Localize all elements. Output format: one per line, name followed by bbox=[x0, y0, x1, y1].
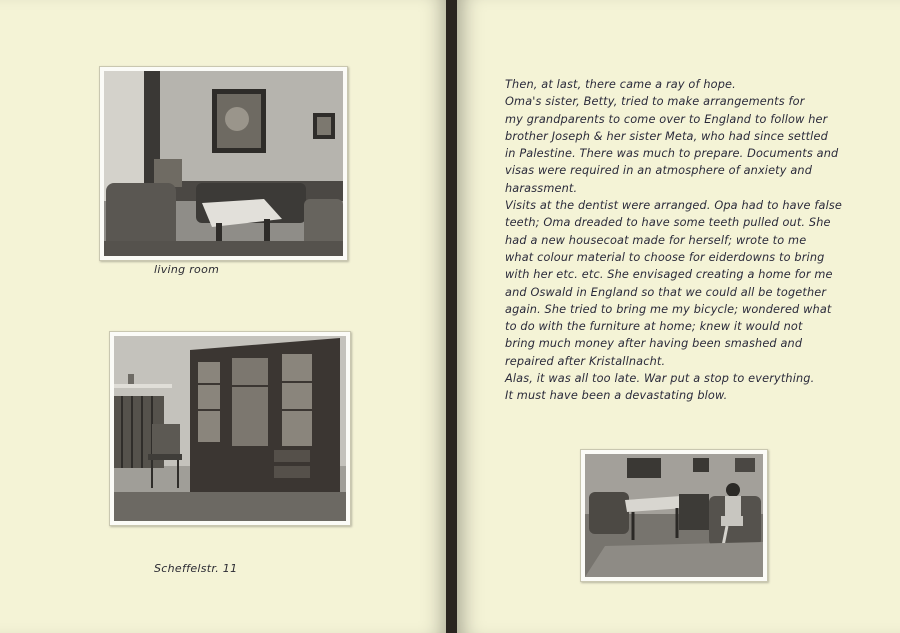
handwritten-note bbox=[505, 76, 870, 405]
living-room-photo bbox=[99, 66, 348, 261]
scheffelstr-caption: Scheffelstr. 11 bbox=[154, 562, 238, 575]
note-line: It must have been a devastating blow. bbox=[505, 389, 728, 403]
note-line: brother Joseph & her sister Meta, who had since settled bbox=[505, 129, 828, 143]
note-line: bring much money after having been smashed and bbox=[505, 337, 803, 351]
note-line: in Palestine. There was much to prepare. Documents and bbox=[505, 147, 839, 161]
note-line: teeth; Oma dreaded to have some teeth pulled out. She bbox=[505, 216, 831, 230]
note-line: repaired after Kristallnacht. bbox=[505, 354, 666, 368]
note-line: Then, at last, there came a ray of hope. bbox=[505, 78, 736, 91]
note-line: with her etc. etc. She envisaged creating a home for me bbox=[505, 268, 833, 282]
note-line: visas were required in an atmosphere of anxiety and bbox=[505, 164, 813, 178]
note-line: harassment. bbox=[505, 181, 578, 195]
living-room-caption: living room bbox=[154, 263, 220, 276]
bookcase-room-photo bbox=[109, 331, 351, 526]
note-line: had a new housecoat made for herself; wrote to me bbox=[505, 233, 807, 247]
note-line: my grandparents to come over to England to follow her bbox=[505, 112, 828, 126]
note-line: Alas, it was all too late. War put a stop to everything. bbox=[505, 372, 815, 386]
note-line: what colour material to choose for eiderdowns to bring bbox=[505, 250, 825, 264]
note-line: again. She tried to bring me my bicycle; wondered what bbox=[505, 302, 832, 316]
note-line: Visits at the dentist were arranged. Opa had to have false bbox=[505, 199, 843, 213]
woman-seated-photo bbox=[580, 449, 768, 582]
note-line: Oma's sister, Betty, tried to make arrangements for bbox=[505, 95, 805, 109]
note-line: to do with the furniture at home; knew it would not bbox=[505, 320, 803, 334]
note-line: and Oswald in England so that we could all be together bbox=[505, 285, 827, 299]
